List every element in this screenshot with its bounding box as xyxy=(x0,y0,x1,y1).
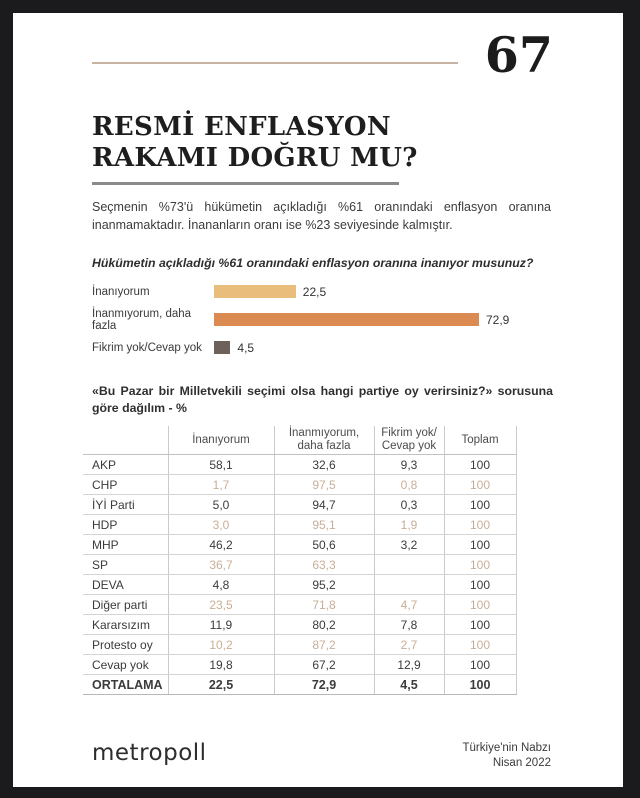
page-title xyxy=(92,112,418,174)
cell-believe: 4,8 xyxy=(168,575,274,595)
header-rule xyxy=(92,62,458,64)
cell-not-believe: 32,6 xyxy=(274,455,374,475)
cell-not-believe: 87,2 xyxy=(274,635,374,655)
table-corner-cell xyxy=(83,426,168,455)
row-label: Protesto oy xyxy=(83,635,168,655)
cell-not-believe: 94,7 xyxy=(274,495,374,515)
table-row-hdp xyxy=(83,515,516,535)
row-label: İYİ Parti xyxy=(83,495,168,515)
cell-believe: 10,2 xyxy=(168,635,274,655)
intro-paragraph: Seçmenin %73'ü hükümetin açıkladığı %61 oranındaki enflasyon oranına inanmamaktadır. İnananların oranı ise %23 seviyesinde kalmıştır. xyxy=(92,200,551,232)
table-note: «Bu Pazar bir Milletvekili seçimi olsa hangi partiye oy verirsiniz?» sorusuna göre dağılım - % xyxy=(92,384,553,415)
cell-believe: 11,9 xyxy=(168,615,274,635)
cell-believe: 1,7 xyxy=(168,475,274,495)
cell-believe: 19,8 xyxy=(168,655,274,675)
cell-believe: 23,5 xyxy=(168,595,274,615)
table-row-iyi-parti xyxy=(83,495,516,515)
cell-no-opinion xyxy=(374,575,444,595)
cell-total: 100 xyxy=(444,675,516,695)
report-page xyxy=(13,13,623,787)
cell-no-opinion: 0,3 xyxy=(374,495,444,515)
cell-not-believe: 71,8 xyxy=(274,595,374,615)
cell-total: 100 xyxy=(444,575,516,595)
row-label: ORTALAMA xyxy=(83,675,168,695)
table-row-kararsizim xyxy=(83,615,516,635)
cell-believe: 58,1 xyxy=(168,455,274,475)
chart-row-believe xyxy=(92,285,562,298)
page-title-line1: RESMİ ENFLASYON xyxy=(92,112,391,142)
cell-total: 100 xyxy=(444,495,516,515)
cell-total: 100 xyxy=(444,595,516,615)
title-underline xyxy=(92,182,399,185)
cell-total: 100 xyxy=(444,475,516,495)
chart-row-not-believe xyxy=(92,307,562,332)
chart-category-label: Fikrim yok/Cevap yok xyxy=(92,341,202,354)
cell-not-believe: 63,3 xyxy=(274,555,374,575)
cell-believe: 36,7 xyxy=(168,555,274,575)
chart-category-label: İnanıyorum xyxy=(92,285,150,298)
metropoll-logo: metropoll xyxy=(92,740,207,766)
row-label: HDP xyxy=(83,515,168,535)
cell-no-opinion: 12,9 xyxy=(374,655,444,675)
response-bar-chart xyxy=(92,285,562,369)
page-title-line2: RAKAMI DOĞRU MU? xyxy=(92,143,418,173)
cell-total: 100 xyxy=(444,615,516,635)
table-row-chp xyxy=(83,475,516,495)
chart-bar-not-believe xyxy=(214,313,479,326)
row-label: DEVA xyxy=(83,575,168,595)
row-label: Kararsızım xyxy=(83,615,168,635)
cell-total: 100 xyxy=(444,555,516,575)
cell-believe: 46,2 xyxy=(168,535,274,555)
cell-not-believe: 72,9 xyxy=(274,675,374,695)
cell-not-believe: 95,2 xyxy=(274,575,374,595)
table-row-deva xyxy=(83,575,516,595)
cell-not-believe: 80,2 xyxy=(274,615,374,635)
table-header-not-believe: İnanmıyorum, daha fazla xyxy=(274,426,374,455)
row-label: AKP xyxy=(83,455,168,475)
cell-believe: 22,5 xyxy=(168,675,274,695)
row-label: Cevap yok xyxy=(83,655,168,675)
cell-no-opinion: 4,7 xyxy=(374,595,444,615)
row-label: SP xyxy=(83,555,168,575)
footer-edition-title: Türkiye'nin Nabzı xyxy=(462,742,551,754)
chart-bar-believe xyxy=(214,285,296,298)
row-label: Diğer parti xyxy=(83,595,168,615)
chart-category-label: İnanmıyorum, daha fazla xyxy=(92,307,192,332)
table-row-protesto-oy xyxy=(83,635,516,655)
chart-bar-no-opinion xyxy=(214,341,230,354)
cell-no-opinion: 1,9 xyxy=(374,515,444,535)
survey-question: Hükümetin açıkladığı %61 oranındaki enflasyon oranına inanıyor musunuz? xyxy=(92,256,534,270)
party-breakdown-table xyxy=(83,426,517,695)
table-row-ortalama xyxy=(83,675,516,695)
chart-value-label: 22,5 xyxy=(302,284,327,299)
row-label: CHP xyxy=(83,475,168,495)
chart-value-label: 72,9 xyxy=(486,312,510,327)
row-label: MHP xyxy=(83,535,168,555)
cell-total: 100 xyxy=(444,535,516,555)
party-breakdown-table-wrap xyxy=(83,426,516,695)
cell-no-opinion: 9,3 xyxy=(374,455,444,475)
table-row-akp xyxy=(83,455,516,475)
footer-edition-date: Nisan 2022 xyxy=(492,757,551,769)
table-row-sp xyxy=(83,555,516,575)
cell-no-opinion: 0,8 xyxy=(374,475,444,495)
cell-no-opinion: 2,7 xyxy=(374,635,444,655)
cell-total: 100 xyxy=(444,655,516,675)
cell-total: 100 xyxy=(444,515,516,535)
page-number: 67 xyxy=(484,26,553,84)
table-row-diger-parti xyxy=(83,595,516,615)
cell-not-believe: 95,1 xyxy=(274,515,374,535)
cell-total: 100 xyxy=(444,635,516,655)
chart-value-label: 4,5 xyxy=(237,340,255,355)
table-row-cevap-yok xyxy=(83,655,516,675)
table-header-believe: İnanıyorum xyxy=(168,426,274,455)
cell-not-believe: 50,6 xyxy=(274,535,374,555)
chart-row-no-opinion xyxy=(92,341,562,354)
table-header-no-opinion: Fikrim yok/ Cevap yok xyxy=(374,426,444,455)
cell-total: 100 xyxy=(444,455,516,475)
table-header-total: Toplam xyxy=(444,426,516,455)
cell-no-opinion: 4,5 xyxy=(374,675,444,695)
cell-believe: 3,0 xyxy=(168,515,274,535)
cell-not-believe: 67,2 xyxy=(274,655,374,675)
cell-no-opinion: 7,8 xyxy=(374,615,444,635)
table-header-row xyxy=(83,426,516,455)
cell-believe: 5,0 xyxy=(168,495,274,515)
cell-not-believe: 97,5 xyxy=(274,475,374,495)
table-row-mhp xyxy=(83,535,516,555)
footer-edition xyxy=(463,741,551,771)
cell-no-opinion: 3,2 xyxy=(374,535,444,555)
cell-no-opinion xyxy=(374,555,444,575)
